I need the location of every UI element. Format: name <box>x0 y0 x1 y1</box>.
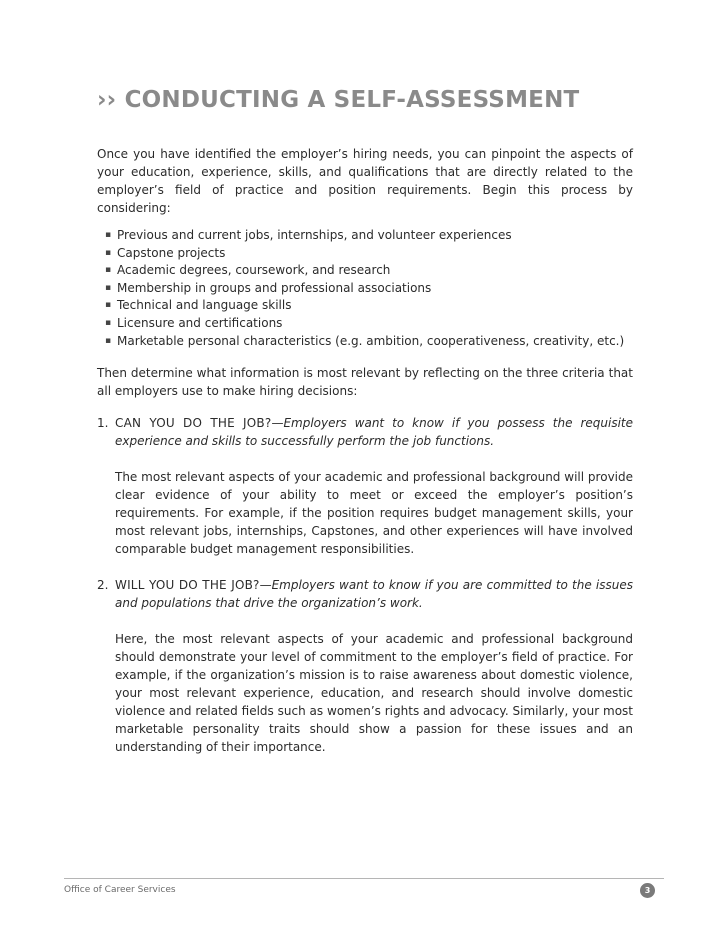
criterion-description: —Employers want to know if you are committed to the issues and populations that drive the organization’s work. <box>115 578 633 611</box>
criterion-number: 1. <box>97 416 109 431</box>
footer-office-name: Office of Career Services <box>64 885 176 895</box>
intro-paragraph: Once you have identified the employer’s hiring needs, you can pinpoint the aspects of your education, experience, skills, and qualifications that are directly related to the employer’s field of practice and position requirements. Begin this process by considering: <box>97 147 633 215</box>
criterion-title: WILL YOU DO THE JOB? <box>115 578 260 593</box>
criterion-2 <box>97 576 633 756</box>
criterion-lead <box>115 414 633 450</box>
list-item: ▪ Previous and current jobs, internships, and volunteer experiences <box>105 227 633 245</box>
footer-divider <box>64 878 664 879</box>
section-heading: ›› CONDUCTING A SELF-ASSESSMENT <box>97 87 580 113</box>
criterion-number: 2. <box>97 578 109 593</box>
list-item: ▪ Licensure and certifications <box>105 315 633 333</box>
criterion-lead <box>115 576 633 612</box>
criteria-intro-paragraph: Then determine what information is most relevant by reflecting on the three criteria that all employers use to make hiring decisions: <box>97 366 633 399</box>
criterion-1 <box>97 414 633 558</box>
list-item: ▪ Marketable personal characteristics (e.g. ambition, cooperativeness, creativity, etc.) <box>105 333 633 351</box>
list-item: ▪ Technical and language skills <box>105 297 633 315</box>
criterion-body: Here, the most relevant aspects of your academic and professional background should demonstrate your level of commitment to the employer’s field of practice. For example, if the organization’s mission is to raise awareness about domestic violence, your most relevant experience, education, and research should involve domestic violence and related fields such as women’s rights and advocacy. Similarly, your most marketable personality traits should show a passion for these issues and an understanding of their importance. <box>115 632 633 755</box>
list-item: ▪ Academic degrees, coursework, and research <box>105 262 633 280</box>
content-body <box>97 145 633 756</box>
considerations-list <box>97 227 633 350</box>
list-item: ▪ Membership in groups and professional associations <box>105 280 633 298</box>
page-number-badge: 3 <box>640 883 655 898</box>
criterion-body: The most relevant aspects of your academic and professional background will provide clear evidence of your ability to meet or exceed the employer’s position’s requirements. For example, if the position requires budget management skills, your most relevant jobs, internships, Capstones, and other experiences will have involved comparable budget management responsibilities. <box>115 470 633 557</box>
list-item: ▪ Capstone projects <box>105 245 633 263</box>
criterion-title: CAN YOU DO THE JOB? <box>115 416 272 431</box>
criterion-description: —Employers want to know if you possess the requisite experience and skills to successfully perform the job functions. <box>115 416 634 449</box>
